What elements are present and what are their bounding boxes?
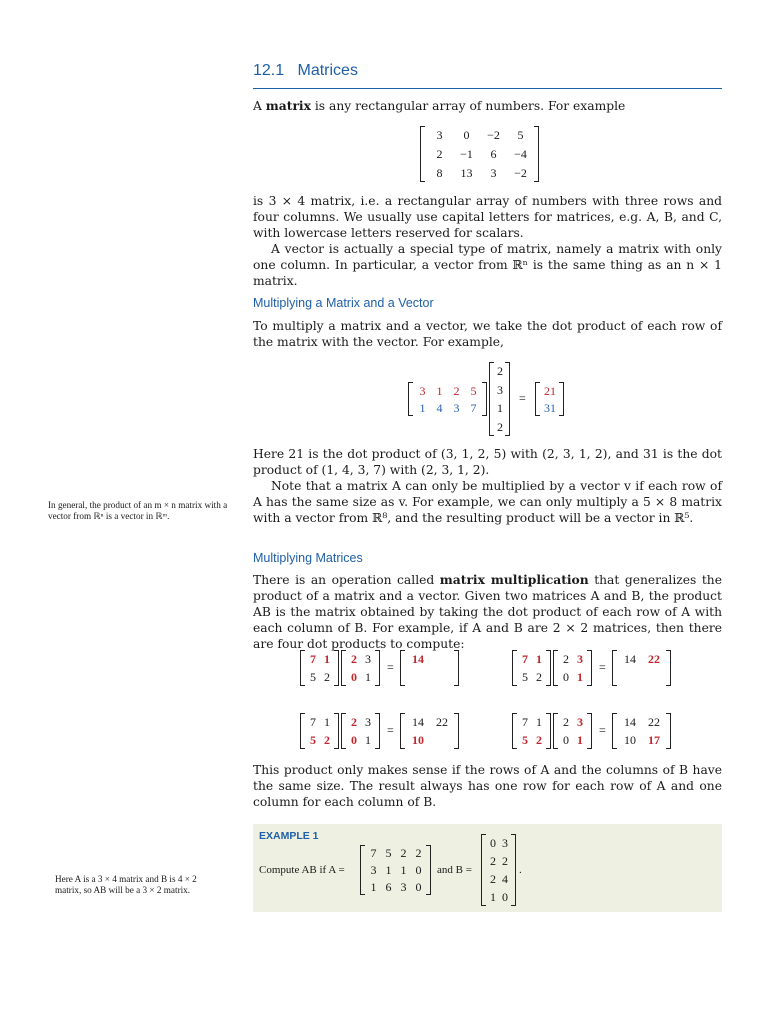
matrix-cell: 7 (370, 846, 377, 861)
matrix-cell: 0 (351, 670, 357, 684)
matrix-cell: 6 (385, 879, 392, 894)
bracket-left (420, 126, 425, 182)
bracket-right (426, 845, 431, 895)
term-matrix-multiplication: matrix multiplication (439, 572, 589, 587)
matrix-cell: 0 (463, 128, 470, 143)
intro-p3: A vector is actually a special type of matrix, namely a matrix with only one column. In particular, a vector from ℝⁿ is the same thing as an n × 1 matrix. (253, 242, 722, 288)
product-4-result (612, 713, 672, 749)
product-2-matrix-b (553, 650, 593, 686)
section-name: Matrices (297, 62, 358, 79)
mv-matrix (408, 382, 488, 416)
bracket-left (612, 650, 617, 686)
term-matrix: matrix (265, 98, 311, 113)
mv-equals: = (519, 391, 526, 405)
matrix-cell: 10 (412, 733, 424, 747)
product-1-equals: = (387, 660, 394, 674)
bracket-left (341, 713, 346, 749)
matrix-cell: 0 (563, 670, 569, 684)
matrix-cell: 2 (351, 715, 357, 729)
bracket-right (666, 650, 671, 686)
matrix-cell: 2 (324, 670, 330, 684)
product-2-result (612, 650, 672, 686)
matrix-cell: 2 (324, 733, 330, 747)
matrix-cell: 3 (497, 382, 503, 397)
bracket-right (534, 126, 539, 182)
matrix-cell: 1 (490, 890, 496, 904)
bracket-left (535, 382, 540, 416)
mv-vector (489, 362, 511, 436)
matrix-cell: 2 (497, 419, 503, 434)
matrix-cell: 22 (648, 652, 660, 666)
subhead-matrix-vector: Multiplying a Matrix and a Vector (253, 296, 434, 310)
bracket-right (334, 650, 339, 686)
matrix-cell: 5 (470, 383, 477, 398)
matrix-cell: 1 (324, 652, 330, 666)
intro-paragraph: A matrix is any rectangular array of numbers. For example (253, 98, 626, 113)
matrix-cell: 1 (436, 383, 443, 398)
bracket-right (546, 650, 551, 686)
product-1-matrix-b (341, 650, 381, 686)
matrix-cell: 6 (490, 147, 497, 161)
bracket-right (505, 362, 510, 436)
bracket-right (546, 713, 551, 749)
matrix-cell: 1 (577, 733, 583, 747)
matrix-cell: 2 (536, 733, 542, 747)
bracket-left (400, 650, 405, 686)
matrix-cell: 3 (400, 879, 407, 894)
bracket-right (375, 713, 380, 749)
bracket-right (454, 650, 459, 686)
matrix-cell: 3 (577, 652, 583, 666)
bracket-left (300, 650, 305, 686)
matrix-cell: 7 (470, 400, 477, 415)
matrix-cell: 4 (502, 872, 508, 886)
mv-p2: Here 21 is the dot product of (3, 1, 2, 5) with (2, 3, 1, 2), and 31 is the dot product of (1, 4, 3, 7) with (2, 3, 1, 2). (253, 447, 722, 477)
bracket-left (481, 834, 486, 906)
bracket-left (360, 845, 365, 895)
bracket-left (408, 382, 413, 416)
matrix-cell: 14 (624, 652, 636, 666)
bracket-right (587, 650, 592, 686)
matrix-cell: 1 (577, 670, 583, 684)
product-3-matrix-b (341, 713, 381, 749)
subhead-multiplying-matrices: Multiplying Matrices (253, 551, 363, 565)
matrix-cell: 10 (624, 733, 636, 747)
bracket-left (400, 713, 405, 749)
mv-p3: Note that a matrix A can only be multiplied by a vector v if each row of A has the same size as v. For example, we can only multiply a 5 × 8 matrix with a vector from ℝ⁸, and the resulting product will be a vector in ℝ⁵. (253, 479, 722, 525)
matrix-cell: 1 (497, 401, 503, 416)
matrix-cell: 1 (419, 400, 426, 415)
matrix-cell: 0 (415, 879, 422, 894)
matrix-cell: 17 (648, 733, 660, 747)
bracket-left (512, 650, 517, 686)
product-4-matrix-b (553, 713, 593, 749)
matrix-cell: 7 (522, 715, 528, 729)
matrix-cell: 3 (419, 383, 426, 398)
matrix-cell: 8 (436, 165, 443, 180)
matrix-cell: 2 (453, 383, 460, 398)
product-1-matrix-a (300, 650, 340, 686)
section-title (253, 62, 358, 80)
product-4-equals: = (599, 723, 606, 737)
example-text-b: and B = (437, 864, 472, 876)
matrix-cell: 5 (522, 733, 528, 747)
example-label: EXAMPLE 1 (259, 830, 319, 842)
example-matrix-a (360, 845, 432, 895)
matrix-cell: 0 (490, 836, 496, 850)
matrix-cell: 7 (522, 652, 528, 666)
bracket-right (666, 713, 671, 749)
matrix-cell: 3 (490, 165, 497, 180)
mm-paragraph-2: This product only makes sense if the rows of A and the columns of B have the same size. The result always has one row for each row of A and one column for each column of B. (253, 763, 722, 809)
product-2-equals: = (599, 660, 606, 674)
title-rule (253, 88, 722, 89)
matrix-cell: 0 (351, 733, 357, 747)
bracket-right (559, 382, 564, 416)
matrix-cell: 0 (415, 863, 422, 877)
matrix-cell: 1 (385, 863, 392, 877)
intro-body (253, 193, 722, 289)
product-1-result (400, 650, 460, 686)
bracket-right (454, 713, 459, 749)
mv-result (535, 382, 565, 416)
matrix-cell: 21 (544, 383, 556, 398)
matrix-cell: 7 (310, 715, 316, 729)
matrix-cell: −2 (514, 165, 527, 180)
bracket-left (553, 650, 558, 686)
matrix-cell: 3 (365, 652, 371, 666)
bracket-right (334, 713, 339, 749)
matrix-cell: 3 (577, 715, 583, 729)
matrix-cell: 2 (490, 872, 496, 886)
bracket-left (512, 713, 517, 749)
matrix-cell: 2 (400, 846, 407, 861)
product-3-matrix-a (300, 713, 340, 749)
matrix-cell: 31 (544, 400, 556, 415)
product-3-result (400, 713, 460, 749)
matrix-cell: 2 (497, 364, 503, 379)
matrix-cell: 5 (310, 733, 316, 747)
matrix-cell: 14 (624, 715, 636, 729)
intro-p2: is 3 × 4 matrix, i.e. a rectangular array of numbers with three rows and four columns. We usually use capital letters for matrices, e.g. A, B, and C, with lowercase letters reserved for scalars. (253, 194, 722, 240)
matrix-cell: 5 (522, 670, 528, 684)
matrix-cell: 4 (436, 400, 443, 415)
matrix-cell: 2 (415, 846, 422, 861)
matrix-cell: 5 (310, 670, 316, 684)
matrix-cell: 1 (324, 715, 330, 729)
matrix-cell: 1 (365, 733, 371, 747)
bracket-left (612, 713, 617, 749)
matrix-cell: 22 (436, 715, 448, 729)
bracket-right (375, 650, 380, 686)
matrix-cell: 1 (370, 879, 377, 894)
matrix-cell: 2 (436, 147, 443, 161)
matrix-cell: −1 (460, 147, 473, 161)
matrix-cell: −2 (487, 128, 500, 143)
matrix-cell: 2 (536, 670, 542, 684)
matrix-cell: 5 (517, 128, 524, 143)
matrix-cell: 1 (536, 652, 542, 666)
example-matrix-b (481, 834, 517, 906)
bracket-right (482, 382, 487, 416)
bracket-right (587, 713, 592, 749)
matrix-cell: 7 (310, 652, 316, 666)
product-4-matrix-a (512, 713, 552, 749)
section-number: 12.1 (253, 62, 285, 79)
matrix-cell: 2 (502, 854, 508, 868)
matrix-cell: 3 (436, 128, 443, 143)
matrix-cell: 14 (412, 715, 424, 729)
matrix-cell: 2 (490, 854, 496, 868)
matrix-cell: 1 (536, 715, 542, 729)
product-2-matrix-a (512, 650, 552, 686)
matrix-cell: 5 (385, 846, 392, 861)
bracket-right (511, 834, 516, 906)
matrix-cell: 2 (563, 715, 569, 729)
bracket-left (300, 713, 305, 749)
matrix-cell: 3 (453, 400, 460, 415)
example-period: . (519, 864, 522, 876)
mm-paragraph-1: There is an operation called matrix multiplication that generalizes the product of a matrix and a vector. Given two matrices A and B, the product AB is the matrix obtained by taking the dot product of each row of A with each column of B. For example, if A and B are 2 × 2 matrices, then there are four dot products to compute: (253, 572, 722, 651)
example-text-a: Compute AB if A = (259, 864, 345, 876)
matrix-cell: 13 (460, 165, 473, 180)
matrix-cell: 1 (400, 863, 407, 877)
margin-note-1: In general, the product of an m × n matrix with a vector from ℝⁿ is a vector in ℝᵐ. (48, 500, 228, 521)
matrix-cell: 0 (502, 890, 508, 904)
product-3-equals: = (387, 723, 394, 737)
mv-body (253, 446, 722, 526)
matrix-cell: 2 (563, 652, 569, 666)
matrix-cell: 3 (365, 715, 371, 729)
matrix-cell: 22 (648, 715, 660, 729)
bracket-left (341, 650, 346, 686)
matrix-cell: 14 (412, 652, 424, 666)
example-matrix (420, 126, 540, 182)
matrix-cell: 3 (502, 836, 508, 850)
matrix-cell: 0 (563, 733, 569, 747)
mv-paragraph-1: To multiply a matrix and a vector, we take the dot product of each row of the matrix with the vector. For example, (253, 319, 722, 349)
matrix-cell: −4 (514, 147, 527, 161)
matrix-cell: 2 (351, 652, 357, 666)
matrix-cell: 3 (370, 863, 377, 877)
bracket-left (489, 362, 494, 436)
matrix-cell: 1 (365, 670, 371, 684)
bracket-left (553, 713, 558, 749)
margin-note-2: Here A is a 3 × 4 matrix and B is 4 × 2 matrix, so AB will be a 3 × 2 matrix. (55, 874, 197, 895)
